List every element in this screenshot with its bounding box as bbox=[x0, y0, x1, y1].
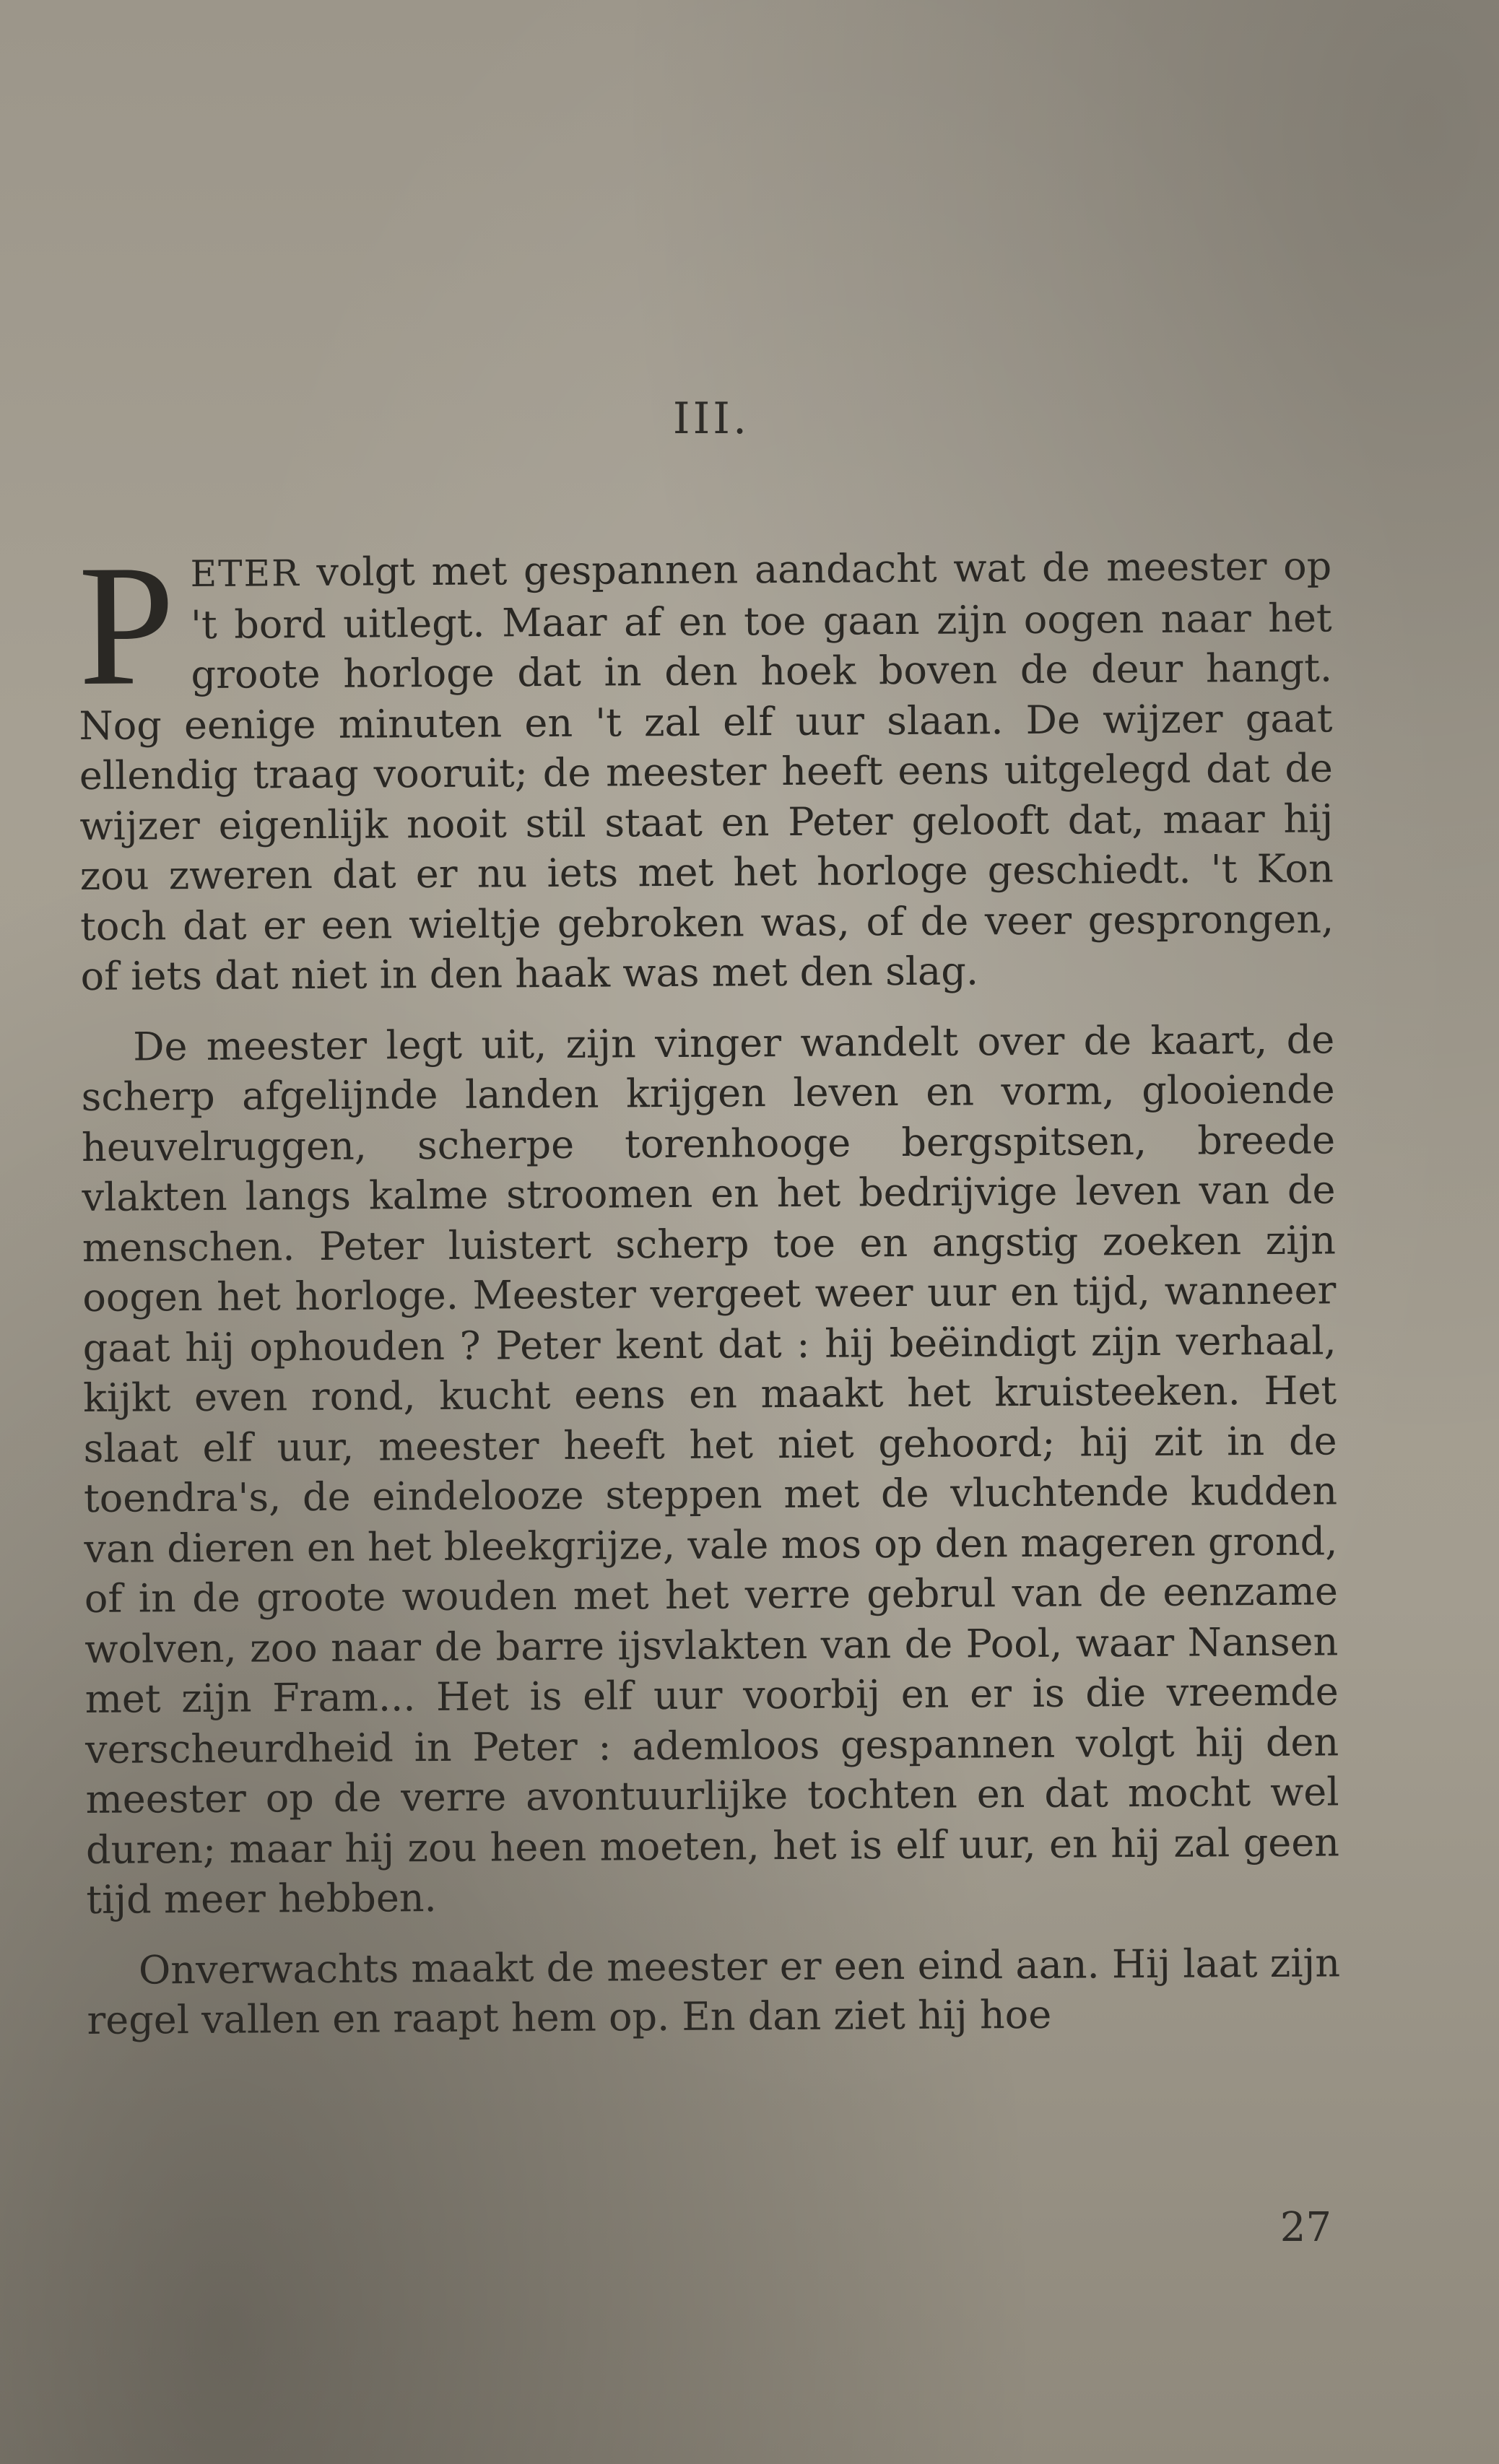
drop-cap-initial: P bbox=[77, 528, 175, 721]
chapter-heading: III. bbox=[672, 393, 750, 444]
paragraph-lead-word: ETER bbox=[190, 552, 300, 596]
page-number: 27 bbox=[1279, 2204, 1331, 2251]
paragraph-2 bbox=[81, 1014, 1340, 1925]
paragraph-1 bbox=[77, 528, 1334, 1001]
paragraph-text: De meester legt uit, zijn vinger wandelt over de kaart, de scherp afgelijnde landen krijgen leven en vorm, glooiende heuvelruggen, scherpe torenhooge bergspitsen, breede vlakten langs kalme stroomen en het bedrijvige leven van de menschen. Peter luistert scherp toe en angstig zoeken zijn oogen het horloge. Meester vergeet weer uur en tijd, wanneer gaat hij ophouden ? Peter kent dat : hij beëindigt zijn verhaal, kijkt even rond, kucht eens en maakt het kruisteeken. Het slaat elf uur, meester heeft het niet gehoord; hij zit in de toendra's, de eindelooze steppen met de vluchtende kudden van dieren en het bleekgrijze, vale mos op den mageren grond, of in de groote wouden met het verre gebrul van de eenzame wolven, zoo naar de barre ijsvlakten van de Pool, waar Nansen met zijn Fram... Het is elf uur voorbij en er is die vreemde verscheurdheid in Peter : ademloos gespannen volgt hij den meester op de verre avontuurlijke tochten en dat mocht wel duren; maar hij zou heen moeten, het is elf uur, en hij zal geen tijd meer hebben. bbox=[81, 1016, 1340, 1923]
body-text bbox=[77, 528, 1341, 2045]
paragraph-text: Onverwachts maakt de meester er een eind aan. Hij laat zijn regel vallen en raapt hem op. En dan ziet hij hoe bbox=[87, 1939, 1341, 2043]
paragraph-3 bbox=[87, 1938, 1341, 2046]
paragraph-text: volgt met gespannen aandacht wat de meester op 't bord uitlegt. Maar af en toe gaan zijn oogen naar het groote horloge dat in den hoek boven de deur hangt. Nog eenige minuten en 't zal elf uur slaan. De wijzer gaat ellendig traag vooruit; de meester heeft eens uitgelegd dat de wijzer eigenlijk nooit stil staat en Peter gelooft dat, maar hij zou zweren dat er nu iets met het horloge geschiedt. 't Kon toch dat er een wieltje gebroken was, of de veer gesprongen, of iets dat niet in den haak was met den slag. bbox=[79, 543, 1334, 999]
